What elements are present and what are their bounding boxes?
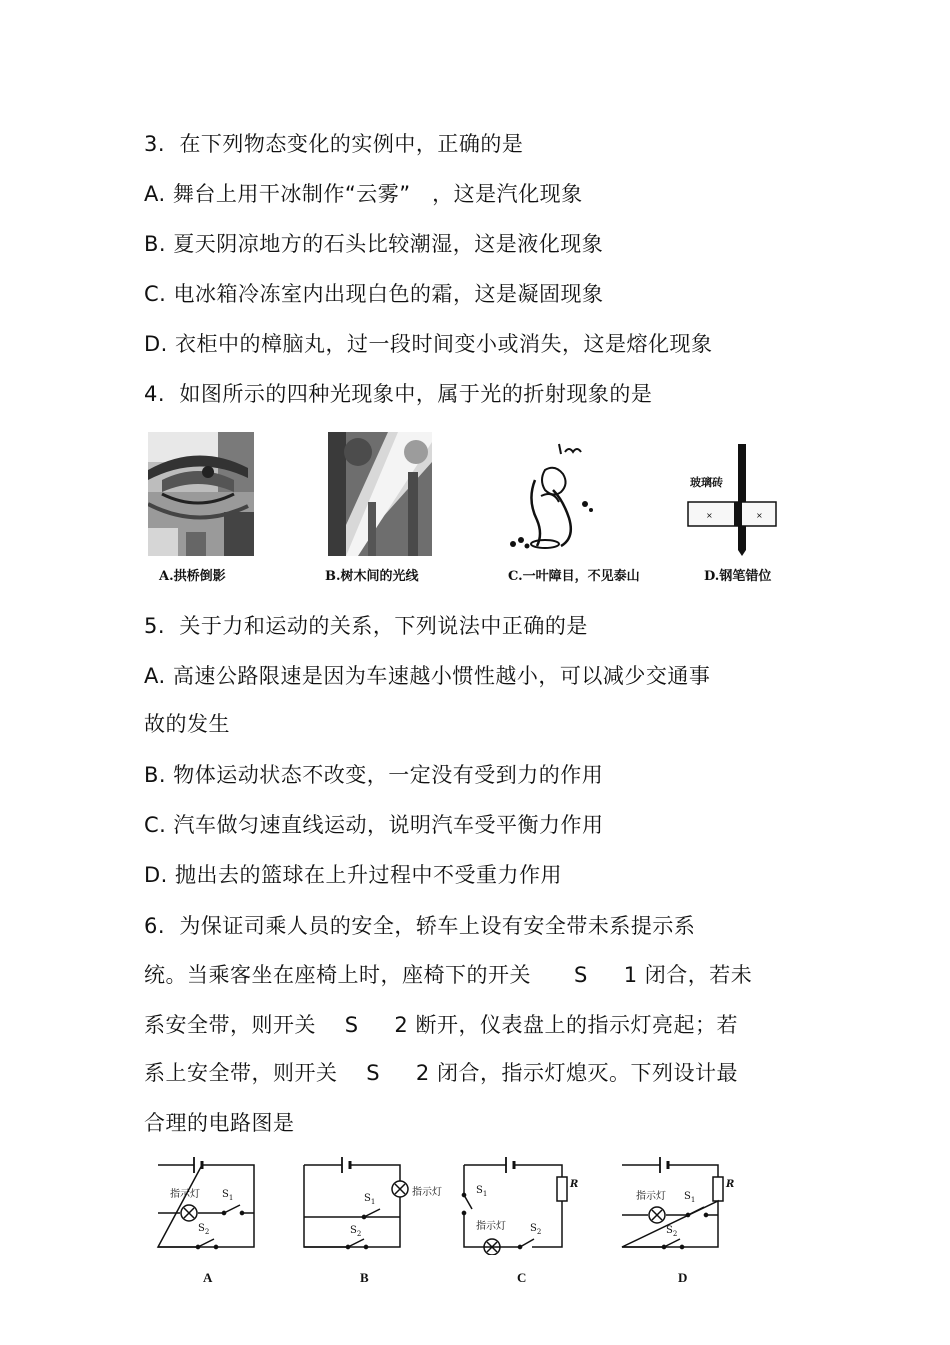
q6-line-5: 合理的电路图是: [144, 1111, 295, 1135]
circuit-c-lamp-label: 指示灯: [476, 1221, 506, 1232]
circuit-d-resistor-label: R: [726, 1179, 735, 1190]
circuit-d-lamp-label: 指示灯: [636, 1191, 666, 1202]
circuit-a-lamp-label: 指示灯: [170, 1189, 200, 1200]
q6-line-1: 6. 为保证司乘人员的安全，轿车上设有安全带未系提示系: [144, 914, 696, 938]
svg-text:×: ×: [756, 511, 763, 520]
circuit-a: [150, 1155, 260, 1255]
q5-option-a: A. 高速公路限速是因为车速越小惯性越小，可以减少交通事: [144, 664, 711, 688]
q3-stem: 3. 在下列物态变化的实例中，正确的是: [144, 132, 524, 156]
circuit-c-s2: $S_2$: [530, 1223, 542, 1236]
q3-option-c: C. 电冰箱冷冻室内出现白色的霜，这是凝固现象: [144, 282, 604, 306]
circuit-b-s1: $S_1$: [364, 1193, 376, 1206]
q4-stem: 4. 如图所示的四种光现象中，属于光的折射现象的是: [144, 382, 653, 406]
figure-pen-glass-brick: [684, 440, 784, 556]
circuit-label-a: A: [203, 1270, 213, 1285]
circuit-label-d: D: [678, 1270, 688, 1285]
q3-option-a: A. 舞台上用干冰制作“云雾” ，这是汽化现象: [144, 182, 583, 206]
q5-option-b: B. 物体运动状态不改变，一定没有受到力的作用: [144, 763, 604, 787]
figure-light-through-trees: [328, 432, 432, 556]
circuit-b-lamp-label: 指示灯: [412, 1187, 442, 1198]
caption-c: C.一叶障目，不见泰山: [508, 569, 640, 584]
circuit-d: [616, 1155, 740, 1255]
circuit-d-s1: $S_1$: [684, 1191, 696, 1204]
q5-option-c: C. 汽车做匀速直线运动，说明汽车受平衡力作用: [144, 813, 604, 837]
circuit-label-b: B: [360, 1270, 369, 1285]
circuit-c-s1: $S_1$: [476, 1185, 488, 1198]
glass-brick-label: 玻璃砖: [690, 476, 723, 489]
q5-option-d: D. 抛出去的篮球在上升过程中不受重力作用: [144, 863, 563, 887]
figure-arch-bridge: [148, 432, 254, 556]
caption-b: B.树木间的光线: [325, 569, 419, 584]
q3-option-b: B. 夏天阴凉地方的石头比较潮湿，这是液化现象: [144, 232, 604, 256]
q5-stem: 5. 关于力和运动的关系，下列说法中正确的是: [144, 614, 588, 638]
q5-option-a-cont: 故的发生: [144, 712, 230, 736]
q3-option-d: D. 衣柜中的樟脑丸，过一段时间变小或消失，这是熔化现象: [144, 332, 713, 356]
caption-a: A.拱桥倒影: [159, 569, 226, 584]
circuit-c-resistor-label: R: [570, 1179, 579, 1190]
circuit-a-s1: $S_1$: [222, 1189, 234, 1202]
circuit-d-s2: $S_2$: [666, 1225, 678, 1238]
q6-line-3: 系安全带，则开关 S 2 断开，仪表盘上的指示灯亮起；若: [144, 1013, 738, 1037]
q6-line-2: 统。当乘客坐在座椅上时，座椅下的开关 S 1 闭合，若未: [144, 963, 753, 987]
circuit-b-s2: $S_2$: [350, 1225, 362, 1238]
circuit-label-c: C: [517, 1270, 527, 1285]
q6-line-4: 系上安全带，则开关 S 2 闭合，指示灯熄灭。下列设计最: [144, 1061, 738, 1085]
circuit-b: [298, 1155, 458, 1255]
figure-leaf-blocking-eye: [505, 440, 605, 552]
caption-d: D.钢笔错位: [704, 569, 772, 584]
svg-text:×: ×: [706, 511, 713, 520]
circuit-c: [458, 1155, 578, 1255]
circuit-a-s2: $S_2$: [198, 1223, 210, 1236]
